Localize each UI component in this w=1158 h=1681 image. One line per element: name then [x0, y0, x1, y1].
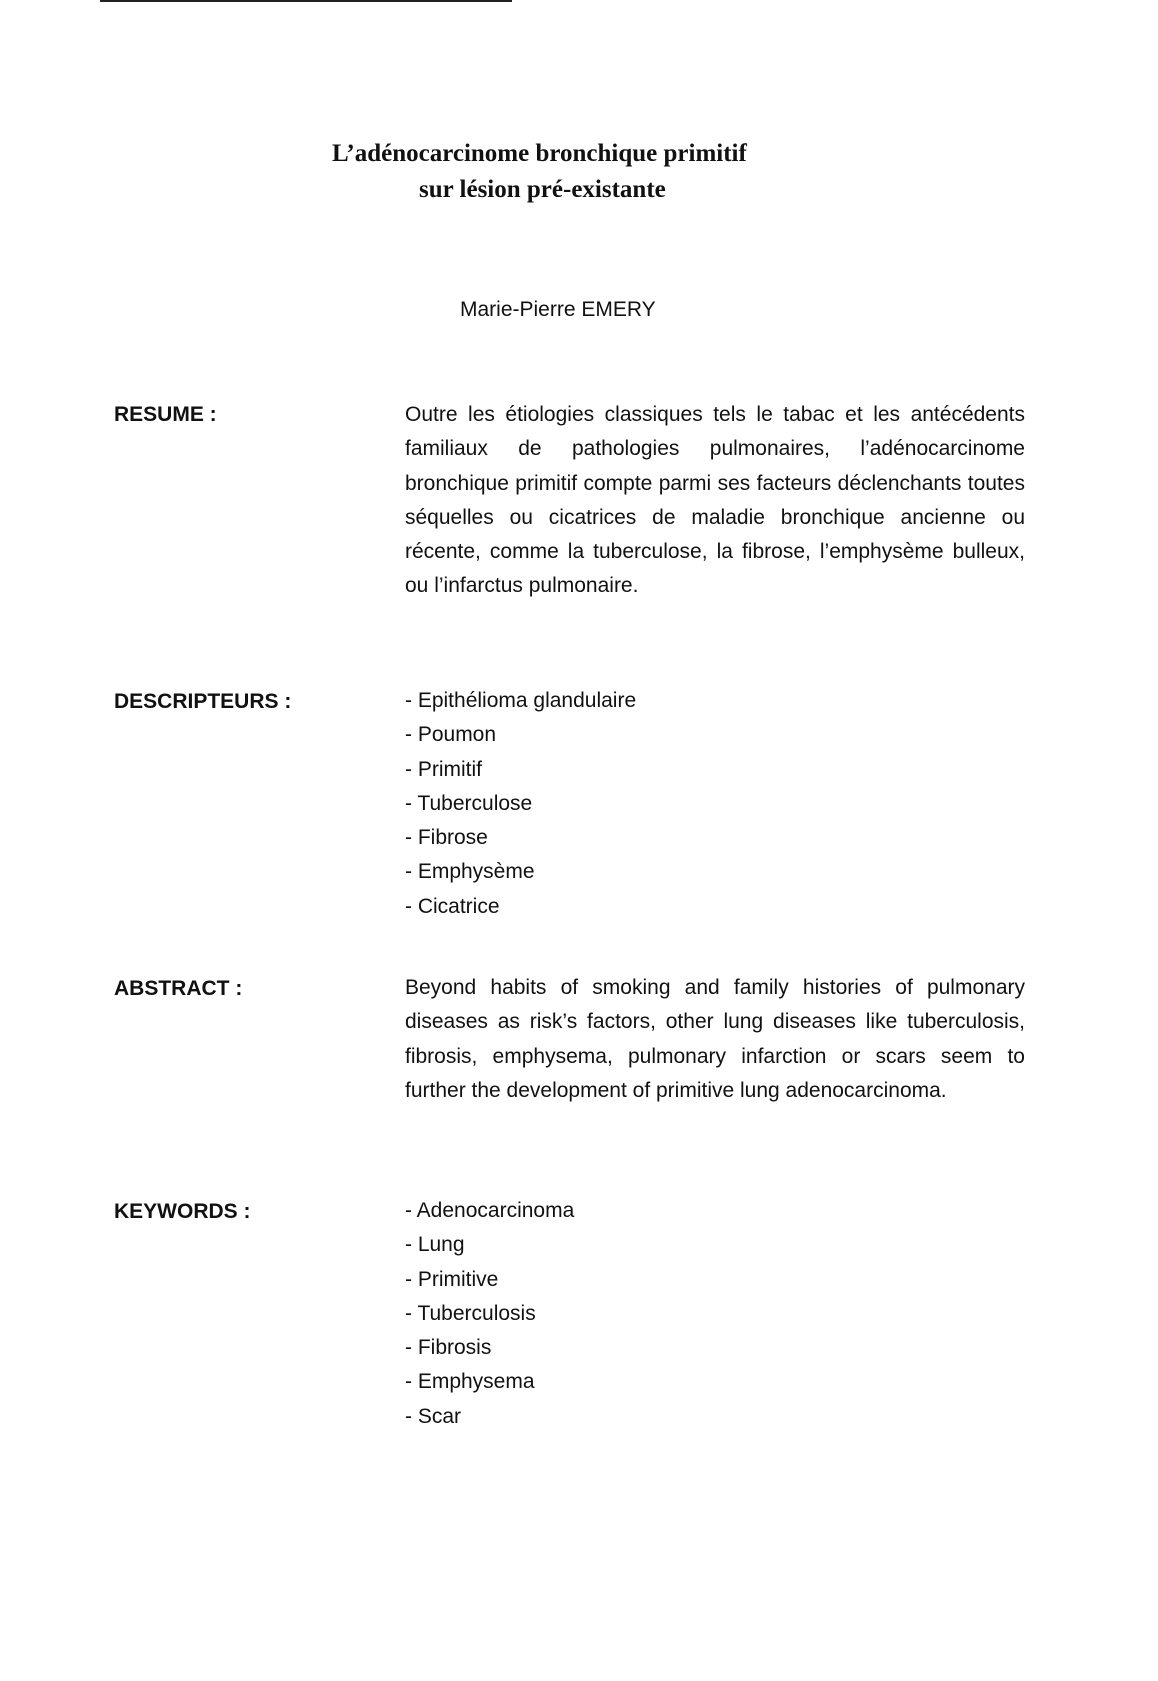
scan-top-rule — [100, 0, 512, 2]
list-item: - Emphysema — [405, 1365, 574, 1399]
list-item: - Tuberculosis — [405, 1297, 574, 1331]
abstract-label: ABSTRACT : — [114, 977, 243, 1000]
list-item: - Fibrosis — [405, 1331, 574, 1365]
list-item: - Poumon — [405, 718, 636, 752]
list-item: - Tuberculose — [405, 787, 636, 821]
author: Marie-Pierre EMERY — [460, 298, 656, 321]
list-item: - Primitif — [405, 753, 636, 787]
abstract-text: Beyond habits of smoking and family histories of pulmonary diseases as risk’s factors, other lung diseases like tuberculosis, fibrosis, emphysema, pulmonary infarction or scars seem to further the development of primitive lung adenocarcinoma. — [405, 976, 1025, 1102]
keywords-list — [405, 1194, 574, 1434]
list-item: - Fibrose — [405, 821, 636, 855]
keywords-label: KEYWORDS : — [114, 1200, 251, 1223]
list-item: - Adenocarcinoma — [405, 1194, 574, 1228]
resume-label: RESUME : — [114, 403, 217, 426]
title-line-1: L’adénocarcinome bronchique primitif — [332, 140, 747, 167]
list-item: - Lung — [405, 1228, 574, 1262]
list-item: - Primitive — [405, 1263, 574, 1297]
resume-text: Outre les étiologies classiques tels le tabac et les antécédents familiaux de pathologies pulmonaires, l’adénocarcinome bronchique primitif compte parmi ses facteurs déclenchants toutes séquelles ou cicatrices de maladie bronchique ancienne ou récente, comme la tuberculose, la fibrose, l’emphysème bulleux, ou l’infarctus pulmonaire. — [405, 403, 1025, 598]
descripteurs-list — [405, 684, 636, 924]
list-item: - Epithélioma glandulaire — [405, 684, 636, 718]
list-item: - Cicatrice — [405, 890, 636, 924]
list-item: - Scar — [405, 1400, 574, 1434]
title-line-2: sur lésion pré-existante — [419, 176, 666, 203]
descripteurs-label: DESCRIPTEURS : — [114, 690, 292, 713]
list-item: - Emphysème — [405, 855, 636, 889]
